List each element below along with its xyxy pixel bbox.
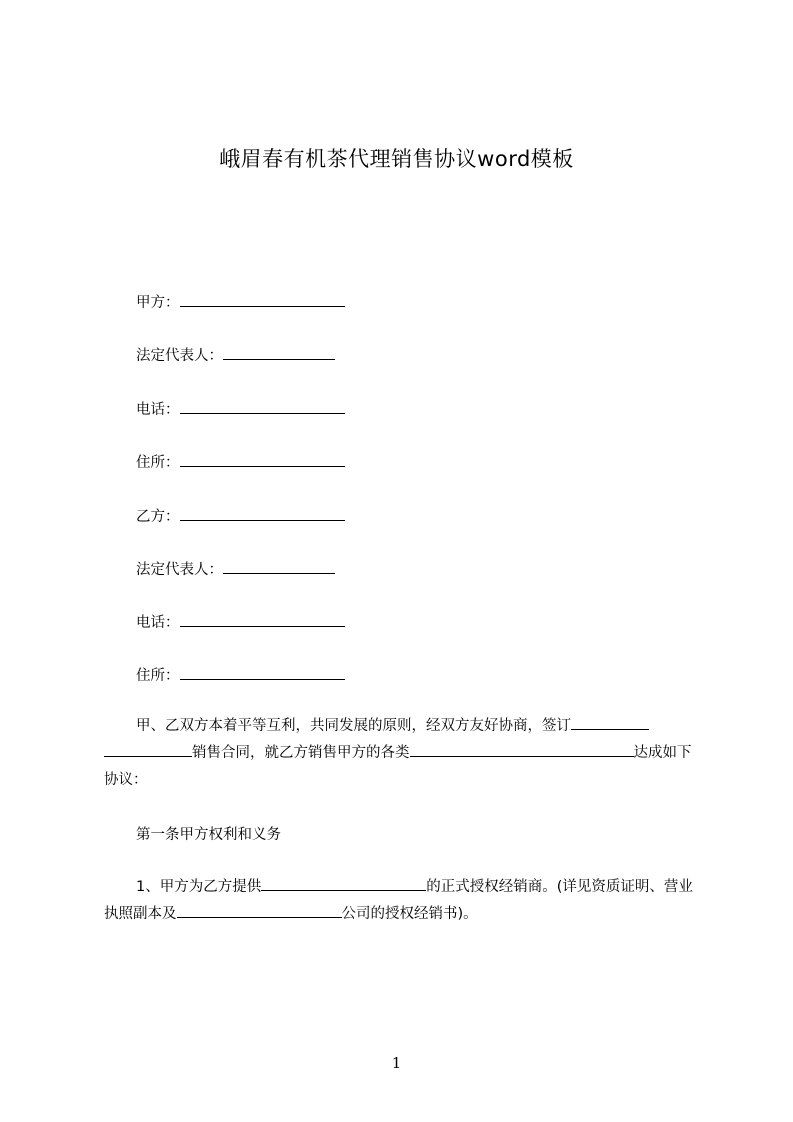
address-label: 住所： xyxy=(136,668,180,684)
blank-line xyxy=(261,875,426,891)
blank-line xyxy=(410,741,634,757)
phone-label: 电话： xyxy=(136,402,180,418)
page-number: 1 xyxy=(391,1054,402,1072)
party-a-label: 甲方： xyxy=(136,295,180,311)
blank-line xyxy=(180,664,345,680)
party-a-field xyxy=(136,291,345,313)
intro-text-3: 达成如下协议： xyxy=(104,745,692,788)
document-title: 峨眉春有机茶代理销售协议word模板 xyxy=(219,147,574,171)
blank-line xyxy=(223,344,335,360)
party-b-label: 乙方： xyxy=(136,509,180,525)
party-b-field xyxy=(136,505,345,527)
representative-label: 法定代表人： xyxy=(136,348,223,364)
blank-line xyxy=(180,398,345,414)
phone-label: 电话： xyxy=(136,615,180,631)
intro-paragraph xyxy=(104,713,700,794)
party-a-address-field xyxy=(136,451,345,473)
clause-text-3: 公司的授权经销书)。 xyxy=(341,906,478,922)
address-label: 住所： xyxy=(136,455,180,471)
party-a-phone-field xyxy=(136,398,345,420)
representative-label: 法定代表人： xyxy=(136,562,223,578)
blank-line xyxy=(180,611,345,627)
blank-line xyxy=(104,741,192,757)
blank-line xyxy=(180,451,345,467)
party-b-representative-field xyxy=(136,558,335,580)
blank-line xyxy=(571,714,649,730)
clause-paragraph xyxy=(104,874,700,928)
party-b-phone-field xyxy=(136,611,345,633)
clause-text-1: 1、甲方为乙方提供 xyxy=(136,879,262,895)
clause-text-2: 的正式授权经销商。(详见资质证明、营业执照副本及 xyxy=(104,879,693,922)
intro-text-2: 销售合同，就乙方销售甲方的各类 xyxy=(192,745,410,761)
blank-line xyxy=(177,902,342,918)
article-heading: 第一条甲方权利和义务 xyxy=(136,827,281,843)
intro-text-1: 甲、乙双方本着平等互利，共同发展的原则，经双方友好协商，签订 xyxy=(136,718,571,734)
blank-line xyxy=(223,558,335,574)
blank-line xyxy=(180,291,345,307)
blank-line xyxy=(180,505,345,521)
party-b-address-field xyxy=(136,664,345,686)
party-a-representative-field xyxy=(136,344,335,366)
